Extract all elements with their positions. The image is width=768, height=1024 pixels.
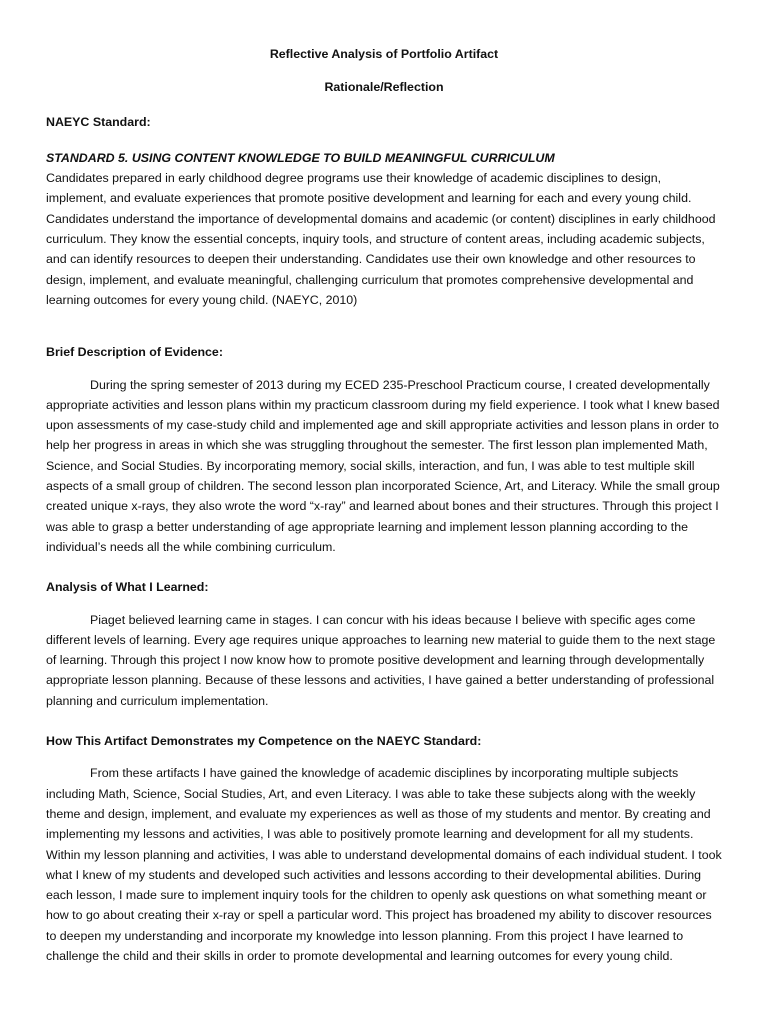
evidence-text: During the spring semester of 2013 during my ECED 235-Preschool Practicum course, I created developmentally appropriate activities and lesson plans within my practicum classroom during my field experience. I took what I knew based upon assessments of my case-study child and implemented age and skill appropriate activities and lesson plans in order to help her progress in areas in which she was struggling throughout the semester. The first lesson plan implemented Math, Science, and Social Studies. By incorporating memory, social skills, interaction, and fun, I was able to test multiple skill aspects of a small group of children. The second lesson plan incorporated Science, Art, and Literacy. While the small group created unique x-rays, they also wrote the word “x-ray” and learned about bones and their structures. Through this project I was able to grasp a better understanding of age appropriate learning and implement lesson planning according to the individual’s needs all the while combining curriculum. [46, 377, 720, 554]
analysis-heading: Analysis of What I Learned: [46, 580, 209, 595]
competence-heading: How This Artifact Demonstrates my Competence on the NAEYC Standard: [46, 734, 482, 749]
standard-heading: STANDARD 5. USING CONTENT KNOWLEDGE TO BUILD MEANINGFUL CURRICULUM [46, 150, 555, 165]
standard-text: Candidates prepared in early childhood degree programs use their knowledge of academic disciplines to design, implement, and evaluate experiences that promote positive development and learning for each and every young child. Candidates understand the importance of developmental domains and academic (or content) disciplines in early childhood curriculum. They know the essential concepts, inquiry tools, and structure of content areas, including academic subjects, and can identify resources to deepen their understanding. Candidates use their own knowledge and other resources to design, implement, and evaluate meaningful, challenging curriculum that promotes comprehensive developmental and learning outcomes for every young child. (NAEYC, 2010) [46, 171, 716, 307]
standard-label: NAEYC Standard: [46, 114, 151, 129]
document-title: Reflective Analysis of Portfolio Artifact [269, 47, 499, 61]
document-subtitle: Rationale/Reflection [324, 80, 444, 95]
competence-text: From these artifacts I have gained the knowledge of academic disciplines by incorporating multiple subjects including Math, Science, Social Studies, Art, and even Literacy. I was able to take these subjects along with the weekly theme and design, implement, and evaluate my experiences as well as those of my students and mentor. By creating and implementing my lessons and activities, I was able to positively promote learning and development for all my students. Within my lesson planning and activities, I was able to understand developmental domains of each individual student. I took what I knew of my students and developed such activities and lessons according to their developmental abilities. During each lesson, I made sure to implement inquiry tools for the children to openly ask questions on what something meant or how to go about creating their x-ray or spell a particular word. This project has broadened my ability to discover resources to deepen my understanding and incorporate my knowledge into lesson planning. From this project I have learned to challenge the child and their skills in order to promote developmental and learning outcomes for every young child. [46, 766, 722, 963]
evidence-heading: Brief Description of Evidence: [46, 345, 223, 360]
analysis-text: Piaget believed learning came in stages. I can concur with his ideas because I believe with specific ages come different levels of learning. Every age requires unique approaches to learning new material to guide them to the next stage of learning. Through this project I now know how to promote positive development and learning through developmentally appropriate lesson planning. Because of these lessons and activities, I have gained a better understanding of professional planning and curriculum implementation. [46, 612, 716, 708]
